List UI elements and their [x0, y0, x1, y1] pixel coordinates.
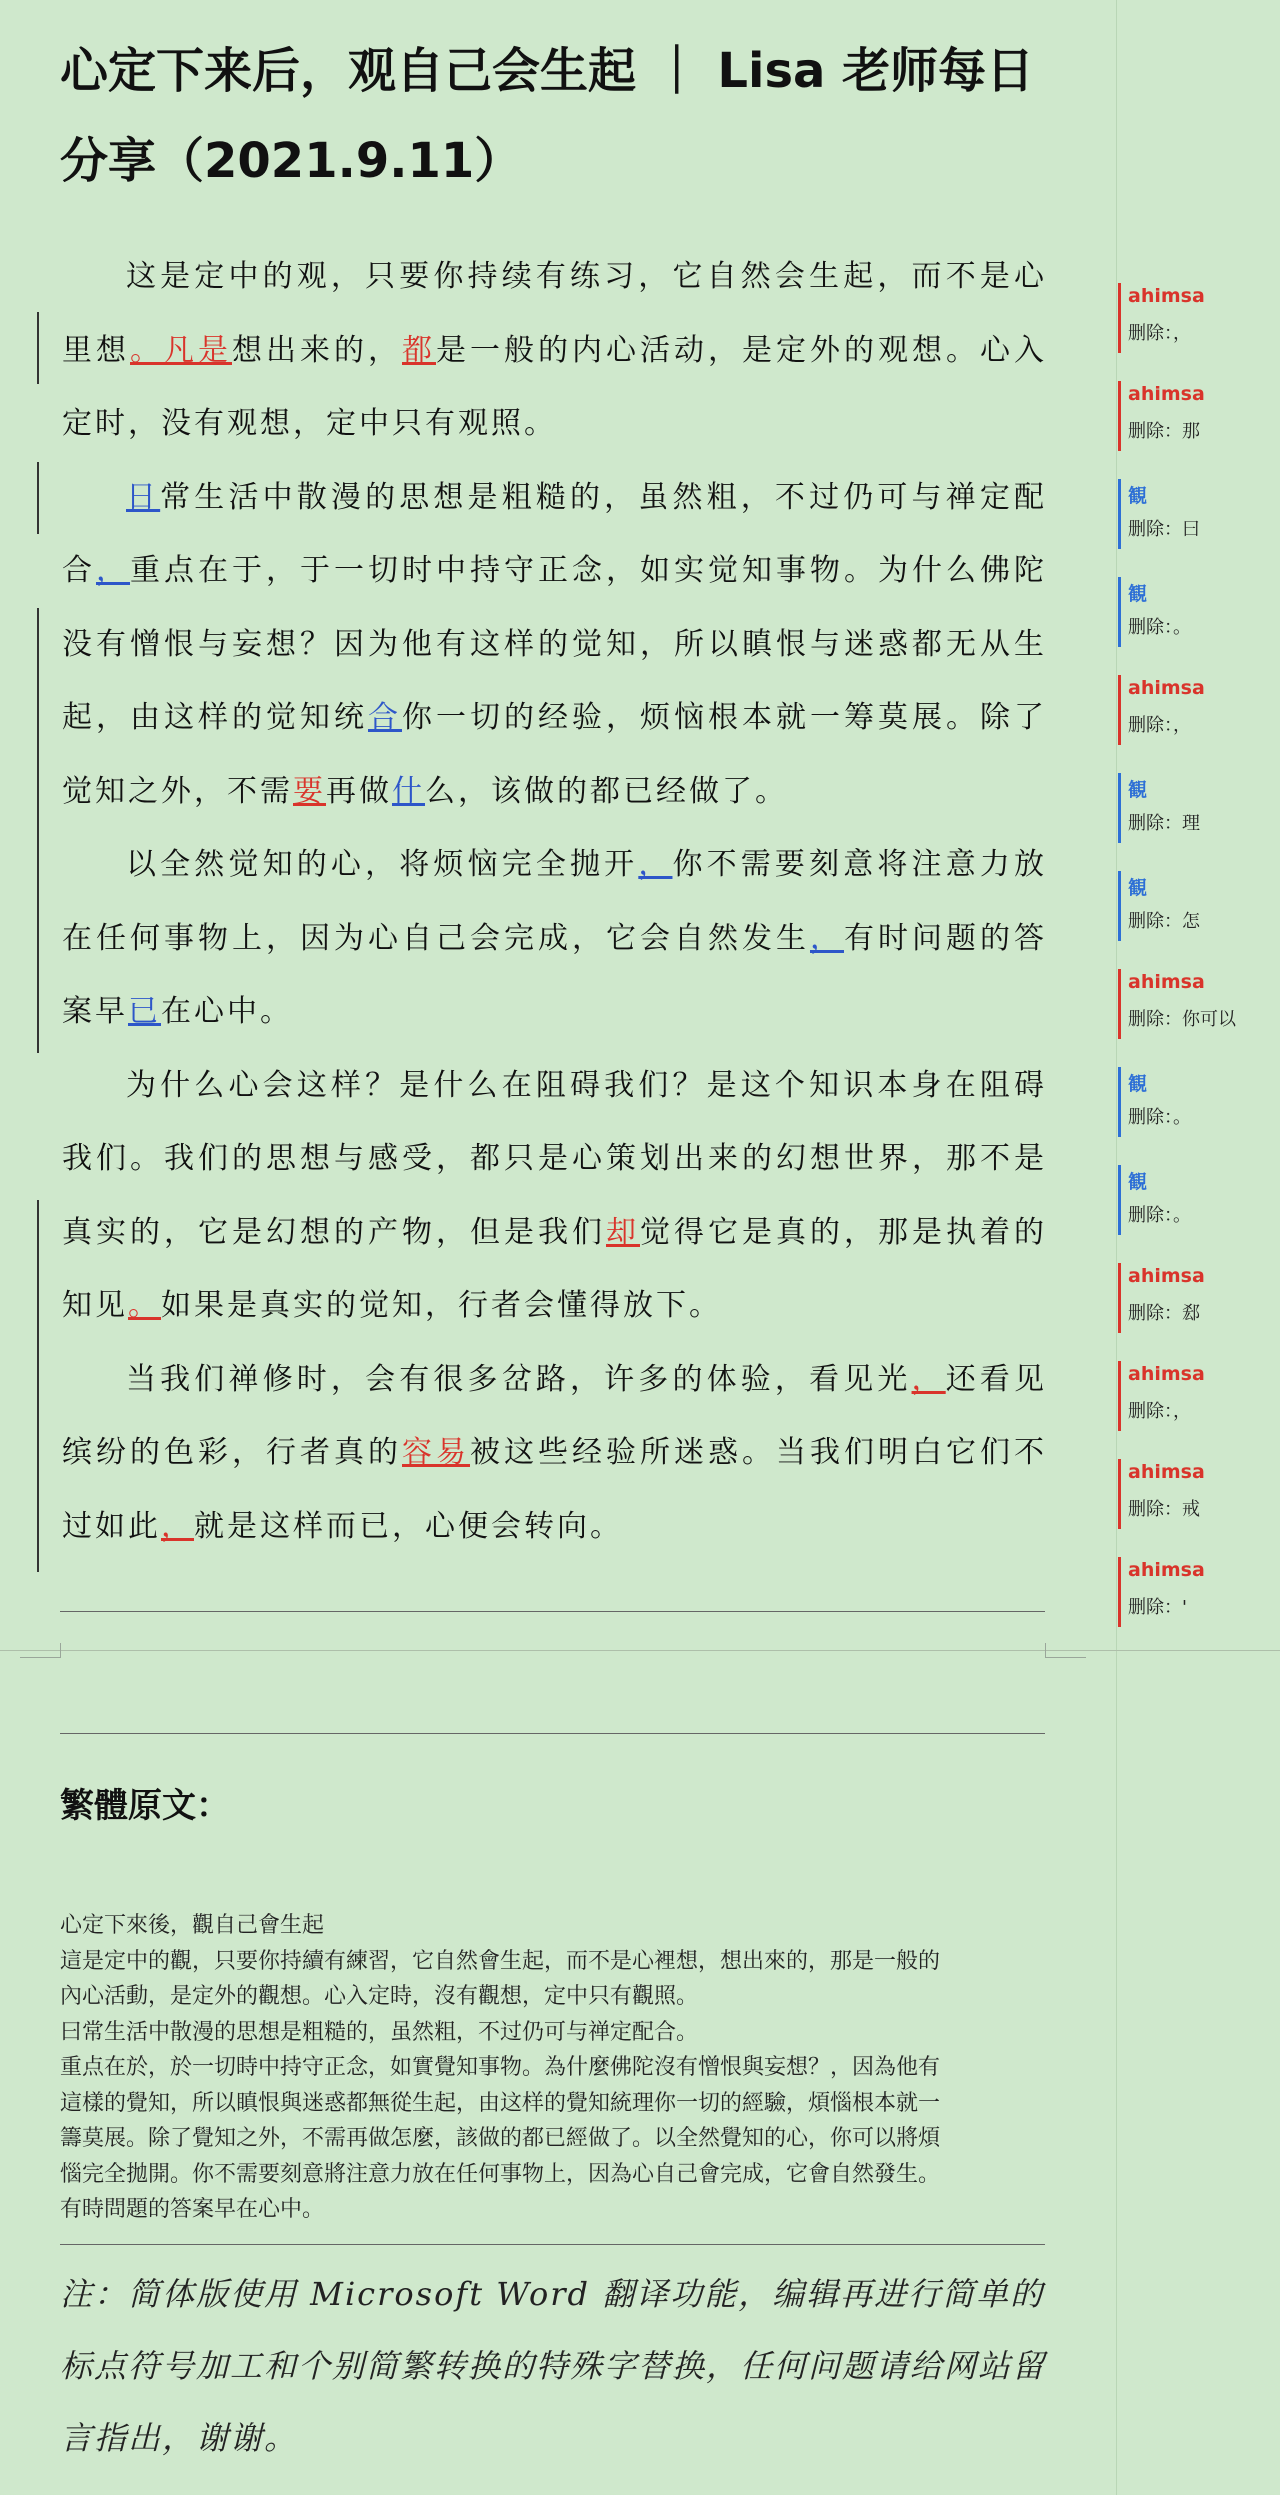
comment-author: ahimsa [1128, 1363, 1205, 1385]
comment-text: 删除：。 [1128, 1205, 1191, 1226]
text-line: 有時問題的答案早在心中。 [60, 2197, 325, 2222]
comment-text: 删除：你可以 [1128, 1009, 1236, 1030]
divider-line [60, 1611, 1045, 1612]
comment-color-bar [1118, 1557, 1121, 1627]
comment-balloon[interactable] [1118, 283, 1280, 353]
comment-color-bar [1118, 675, 1121, 745]
divider-line [60, 1733, 1045, 1734]
tracked-insertion: 已 [128, 994, 161, 1029]
text-run: 你一切的经验，烦恼根本就一筹莫展。除了觉知之外，不需 [62, 700, 1047, 809]
comment-balloon[interactable] [1118, 1459, 1280, 1529]
comment-text: 删除：怎 [1128, 911, 1200, 932]
text-run: 如果是真实的觉知，行者会懂得放下。 [161, 1288, 722, 1323]
comment-text: 删除：理 [1128, 813, 1200, 834]
comment-author: 観 [1128, 1171, 1148, 1193]
comment-color-bar [1118, 283, 1121, 353]
text-run: 当我们禅修时，会有很多岔路，许多的体验，看见光 [126, 1361, 912, 1397]
change-bar [37, 462, 39, 534]
tracked-insertion: 要 [293, 773, 326, 809]
text-line: 心定下來後，觀自己會生起 [60, 1913, 325, 1938]
comment-text: 删除：戒 [1128, 1499, 1200, 1520]
comment-balloon[interactable] [1118, 1557, 1280, 1627]
comment-color-bar [1118, 1263, 1121, 1333]
text-run: 常生活中散漫的思想是粗糙的，虽然粗，不过仍可与禅定配合 [62, 479, 1048, 588]
traditional-heading: 繁體原文： [60, 1786, 230, 1826]
comment-author: ahimsa [1128, 677, 1205, 699]
text-line: 曰常生活中散漫的思想是粗糙的，虽然粗，不过仍可与禅定配合。 [60, 2019, 699, 2045]
tracked-insertion: ， [638, 847, 673, 882]
text-line: 重点在於，於一切時中持守正念，如實覺知事物。為什麼佛陀沒有憎恨與妄想？，因為他有 [60, 2055, 941, 2080]
paragraph[interactable] [62, 828, 1047, 1049]
comment-text: 删除：， [1128, 715, 1191, 736]
comment-text: 删除：郄 [1128, 1303, 1200, 1324]
comment-balloon[interactable] [1118, 773, 1280, 843]
tracked-insertion: 日 [126, 479, 161, 515]
text-run: 被这些经验所迷惑。当我们明白它们不过如此 [62, 1435, 1047, 1544]
comment-balloon[interactable] [1118, 1165, 1280, 1235]
change-bar [37, 1200, 39, 1572]
comment-color-bar [1118, 1067, 1121, 1137]
comment-color-bar [1118, 479, 1121, 549]
comment-text: 删除：' [1128, 1597, 1187, 1618]
text-run: 就是这样而已，心便会转向。 [194, 1508, 623, 1544]
comment-color-bar [1118, 381, 1121, 451]
tracked-insertion: ， [911, 1361, 946, 1397]
comment-balloon[interactable] [1118, 1067, 1280, 1137]
comment-pane-divider [1116, 0, 1117, 2495]
change-bar [37, 608, 39, 1053]
comment-author: ahimsa [1128, 383, 1205, 405]
comment-text: 删除：， [1128, 1401, 1191, 1422]
text-run: 在心中。 [161, 994, 293, 1029]
text-run: 有时问题的答案早 [62, 920, 1047, 1029]
tracked-insertion: 合 [368, 700, 402, 735]
text-run: 是一般的内心活动，是定外的观想。心入定时，没有观想，定中只有观照。 [62, 332, 1047, 441]
tracked-insertion: 都 [402, 332, 436, 368]
comment-author: 観 [1128, 583, 1148, 605]
comment-author: 観 [1128, 485, 1148, 507]
comment-balloon[interactable] [1118, 675, 1280, 745]
comment-balloon[interactable] [1118, 871, 1280, 941]
text-line: 惱完全拋開。你不需要刻意將注意力放在任何事物上，因為心自己會完成，它會自然發生。 [60, 2161, 941, 2187]
comment-color-bar [1118, 1459, 1121, 1529]
page-corner-mark [1045, 1643, 1086, 1658]
comment-balloon[interactable] [1118, 969, 1280, 1039]
comment-author: 観 [1128, 779, 1148, 801]
comment-text: 删除：。 [1128, 1107, 1191, 1128]
text-run: 这是定中的观，只要你持续有练习，它自然会生起，而不是心里想 [62, 259, 1047, 368]
tracked-insertion: 什 [392, 773, 425, 809]
text-run: 再做 [326, 773, 392, 809]
comment-text: 删除：曰 [1128, 519, 1200, 540]
tracked-insertion: ， [161, 1508, 194, 1544]
traditional-text[interactable] [60, 1908, 1050, 2228]
tracked-insertion: 容易 [402, 1435, 470, 1470]
tracked-insertion: ， [96, 553, 130, 588]
text-run: 重点在于，于一切时中持守正念，如实觉知事物。为什么佛陀没有憎恨与妄想？因为他有这样的觉知，所以瞋恨与迷惑都无从生起，由这样的觉知统 [62, 553, 1047, 735]
tracked-insertion: 却 [606, 1214, 640, 1250]
tracked-insertion: ， [810, 920, 844, 956]
text-run: 还看见缤纷的色彩，行者真的 [62, 1361, 1048, 1470]
comment-author: 観 [1128, 877, 1148, 899]
comment-color-bar [1118, 871, 1121, 941]
text-run: 想出来的， [232, 332, 402, 368]
paragraph[interactable] [62, 461, 1047, 829]
comment-author: 観 [1128, 1073, 1148, 1095]
document-body[interactable] [62, 240, 1047, 1563]
comment-color-bar [1118, 1165, 1121, 1235]
comment-author: ahimsa [1128, 1265, 1205, 1287]
comment-balloon[interactable] [1118, 577, 1280, 647]
text-line: 這是定中的觀，只要你持續有練習，它自然會生起，而不是心裡想，想出來的，那是一般的 [60, 1948, 941, 1974]
page-corner-mark [20, 1643, 61, 1658]
paragraph[interactable] [62, 1343, 1047, 1564]
text-line: 籌莫展。除了覺知之外，不需再做怎麼，該做的都已經做了。以全然覺知的心，你可以將煩 [60, 2126, 941, 2151]
comment-text: 删除：， [1128, 323, 1191, 344]
paragraph[interactable] [62, 240, 1047, 461]
change-bar [37, 312, 39, 384]
comment-text: 删除：。 [1128, 617, 1191, 638]
text-run: 为什么心会这样？是什么在阻碍我们？是这个知识本身在阻碍我们。我们的思想与感受，都只是心策划出来的幻想世界，那不是真实的，它是幻想的产物，但是我们 [62, 1067, 1047, 1250]
page-title: 心定下来后，观自己会生起 ｜ Lisa 老师每日分享（2021.9.11） [60, 43, 1035, 189]
comment-color-bar [1118, 577, 1121, 647]
text-run: 么，该做的都已经做了。 [425, 773, 788, 809]
comment-color-bar [1118, 1361, 1121, 1431]
text-line: 這樣的覺知，所以瞋恨與迷惑都無從生起，由这样的覺知統理你一切的經驗，煩惱根本就一 [60, 2090, 941, 2116]
comment-author: ahimsa [1128, 971, 1205, 993]
comment-balloon[interactable] [1118, 1263, 1280, 1333]
paragraph[interactable] [62, 1049, 1047, 1343]
comment-text: 删除：那 [1128, 421, 1200, 442]
comment-author: ahimsa [1128, 285, 1205, 307]
text-line: 內心活動，是定外的觀想。心入定時，沒有觀想，定中只有觀照。 [60, 1984, 699, 2009]
comment-balloon[interactable] [1118, 381, 1280, 451]
comment-balloon[interactable] [1118, 1361, 1280, 1431]
tracked-insertion: 。 [128, 1288, 161, 1323]
comment-color-bar [1118, 969, 1121, 1039]
text-run: 你不需要刻意将注意力放在任何事物上，因为心自己会完成，它会自然发生 [62, 847, 1048, 956]
comment-author: ahimsa [1128, 1559, 1205, 1581]
comment-author: ahimsa [1128, 1461, 1205, 1483]
divider-line [60, 2244, 1045, 2245]
comment-color-bar [1118, 773, 1121, 843]
page-break [0, 1650, 1280, 1651]
text-run: 觉得它是真的，那是执着的知见 [62, 1214, 1047, 1323]
tracked-insertion: 。凡是 [130, 332, 232, 368]
text-run: 以全然觉知的心，将烦恼完全抛开 [126, 847, 639, 882]
comment-balloon[interactable] [1118, 479, 1280, 549]
translation-note: 注：简体版使用 Microsoft Word 翻译功能，编辑再进行简单的标点符号加工和个别简繁转换的特殊字替换，任何问题请给网站留言指出，谢谢。 [60, 2275, 1047, 2457]
